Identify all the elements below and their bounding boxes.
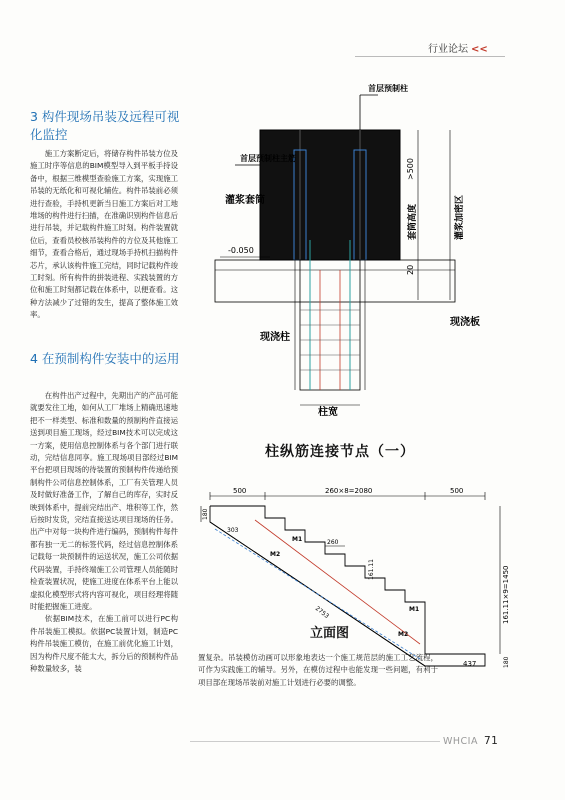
chevron-icon: << [471, 44, 488, 55]
dim-left: 500 [233, 487, 247, 495]
section-4-paragraph-2: 依据BIM技术，在施工前可以进行PC构件吊装施工模拟。依据PC装置计划，制造PC构件吊装施工模仿，在施工前优化施工计划，因为构件尺度不能太大，拆分后的预制构件品种数量较多，装 [30, 614, 178, 673]
label-sleeve-height: 套筒高度 [408, 203, 418, 240]
section-4-title: 4 在预制构件安装中的运用 [30, 351, 180, 366]
footer-brand: WHCIA [443, 736, 478, 747]
figure-1-caption: 柱纵筋连接节点（一） [265, 444, 415, 460]
label-grout-sleeve: 灌浆套筒 [225, 195, 265, 206]
label-dim-20: 20 [406, 264, 415, 275]
label-cast-slab: 现浇板 [450, 317, 480, 328]
label-elevation: -0.050 [228, 246, 254, 255]
label-column-rebar: 首层预制柱主筋 [240, 154, 296, 163]
section-4-paragraph-3: 置复杂。吊装模仿动画可以形象地表达一个施工规范层的施工工艺流程，可作为实践施工的辅导。另外，在模仿过程中也能发现一些问题，有利于项目部在现场吊装前对施工计划进行必要的调整。 [198, 653, 438, 687]
footer-rule [190, 741, 440, 742]
dim-top-left: 303 [227, 527, 239, 534]
dim-h-right: 180 [503, 656, 510, 668]
stair-elevation-diagram [195, 484, 530, 679]
dim-tread: 260 [327, 539, 339, 546]
section-3-body [30, 148, 178, 322]
dim-slope: 2753 [313, 605, 331, 620]
dim-right: 500 [450, 487, 464, 495]
section-3-paragraph: 施工方案断定后，将储存构件吊装方位及施工时序等信息的BIM模型导入到平板手持设备中，根据三维模型查验施工方案，实现施工吊装的无纸化和可视化辅佐。构件吊装前必须进行查验，手持机更新当日施工方案后对工地堆场的构件进行扫描，在准确识别构件信息后进行吊装，并记载构件施工时刻。构件装置就位后，查看员校核吊装构件的方位及其他施工细节，查看合格后，通过现场手持机扫描构件芯片，承认该构件施工完结，同时记载构件竣工时刻。所有构件的拼装进程、实践装置的方位和施工时刻都记载在体系中，以便查看。这种方法减少了过错的发生，提高了整体施工效率。 [30, 149, 178, 320]
dim-h-left: 180 [202, 508, 209, 520]
mark-m2-bottom: M2 [398, 631, 409, 638]
page-number: 71 [483, 735, 499, 747]
label-grout-zone: 灌浆加密区 [455, 194, 465, 240]
column-rebar-diagram [200, 70, 530, 440]
dim-middle: 260×8=2080 [325, 487, 373, 495]
label-dim-500: >500 [406, 158, 415, 180]
section-header [428, 40, 488, 55]
label-top-column: 首层预制柱 [368, 84, 408, 93]
header-rule [355, 56, 505, 57]
mark-m1-top: M1 [292, 536, 303, 543]
section-4-paragraph-1: 在构件出产过程中，先期出产的产品可能就要发往工地，如何从工厂堆场上精确迅速地把不一样类型、标准和数量的预制构件直接运送到项目施工现场，经过BIM技术可以完成这一方案，使用信息控制体系与各个部门进行联动，完结信息同享。施工现场项目部经过BIM平台把项目现场的待装置的预制构件传递给预制构件公司信息控制体系，工厂有关管理人员及时做好准备工作，了解自己的库存，实时反映到体系中，提前完结出产、堆积等工作，然后按时发货，完结直接送达项目现场的任务。出产中对每一块构件进行编码，预制构件每件都有独一无二的标签代码，经过信息控制体系记载每一块预制件的运送状况，施工公司依据代码装置，手持终端施工公司管理人员能随时检查装置状况，使施工进度在体系平台上能以虚拟化模型形式将内容可视化，项目经理将随时能把握施工进度。 [30, 391, 178, 611]
label-column-width: 柱宽 [318, 407, 338, 418]
section-4-body [30, 390, 178, 675]
dim-riser: 161.11 [368, 559, 375, 580]
section-3-title: 3 构件现场吊装及远程可视化监控 [30, 109, 180, 142]
figure-2-caption: 立面图 [310, 626, 350, 641]
footer [443, 735, 498, 747]
label-cast-column: 现浇柱 [260, 332, 290, 343]
mark-m2-top: M2 [270, 551, 281, 558]
dim-bottom: 437 [463, 660, 477, 668]
dim-height: 161.11×9=1450 [502, 565, 510, 624]
mark-m1-bottom: M1 [409, 606, 420, 613]
section-header-label: 行业论坛 [428, 44, 468, 55]
